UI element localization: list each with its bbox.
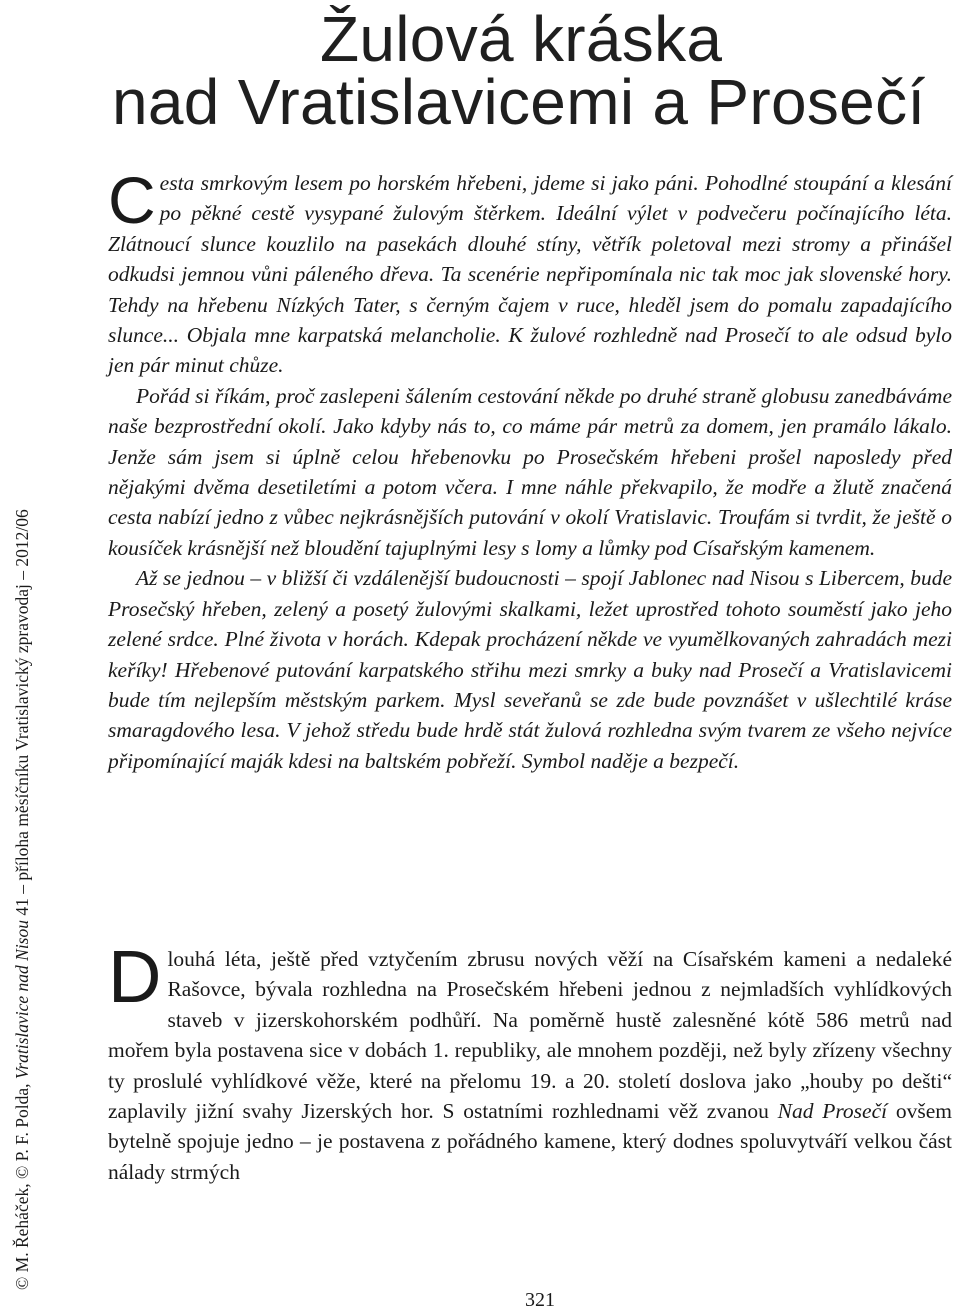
main-text-emphasis: Nad Prosečí <box>777 1099 888 1124</box>
intro-dropcap: C <box>108 163 156 237</box>
intro-paragraph-2: Pořád si říkám, proč zaslepeni šálením cestování někde po druhé straně globusu zanedbáváme naše bezprostřední okolí. Jako kdyby nás to, co máme pár metrů za domem, jen pramálo lákalo. Jenže sám jsem si úplně celou hřebenovku po Prosečském hřebeni prošel naposledy před nějakými dvěma desetiletími a potom včera. I mne náhle překvapilo, že modře a žlutě značená cesta nabízí jedno z vůbec nejkrásnějších putování v okolí Vratislavic. Troufám si tvrdit, že ještě o kousíček krásnější než bloudění tajuplnými lesy s lomy a lůmky pod Císařským kamenem. <box>108 383 952 560</box>
side-credit-suffix: 41 – příloha měsíčníku Vratislavický zpravodaj – 2012/06 <box>12 509 32 920</box>
intro-paragraph-1 <box>108 163 952 381</box>
intro-paragraph-1-text: esta smrkovým lesem po horském hřebeni, jdeme si jako páni. Pohodlné stoupání a klesání po pěkné cestě vysypané žulovým štěrkem. Ideální výlet v podvečeru počínajícího léta. Zlátnoucí slunce kouzlilo na pasekách dlouhé stíny, větřík poletoval mezi stromy a přinášel odkudsi jemnou vůni páleného dřeva. Ta scenérie nepřipomínala nic tak moc jak slovenské hory. Tehdy na hřebenu Nízkých Tater, s černým čajem v ruce, hleděl jsem do pomalu zapadajícího slunce... Objala mne karpatská melancholie. K žulové rozhledně nad Prosečí to ale odsud bylo jen pár minut chůze. <box>108 171 952 378</box>
intro-paragraph-3: Až se jednou – v bližší či vzdálenější budoucnosti – spojí Jablonec nad Nisou s Libercem, bude Prosečský hřeben, zelený a posetý žulovými skalkami, ležet uprostřed tohoto souměstí jako jeho zelené srdce. Plné života v horách. Kdepak procházení někde ve vyumělkovaných zahradách mezi keříky! Hřebenové putování karpatského střihu mezi smrky a buky nad Prosečí a Vratislavicemi bude tím nejlepším městským parkem. Mysl seveřanů se zde bude povznášet v ušlechtilé kráse smaragdového lesa. V jehož středu bude hrdě stát žulová rozhledna svým tvarem ze všeho nejvíce připomínající maják kdesi na baltském pobřeží. Symbol naděje a bezpečí. <box>108 566 952 773</box>
side-credit <box>6 430 38 1290</box>
article-title <box>112 3 952 138</box>
title-line-1: Žulová kráska <box>320 3 723 75</box>
side-credit-publication: Vratislavice nad Nisou <box>12 920 32 1080</box>
main-section <box>108 935 952 1187</box>
main-text-a: louhá léta, ještě před vztyčením zbrusu nových věží na Císařském kameni a nedaleké Rašovce, bývala rozhledna na Prosečském hřebeni jednou z nejmladších vyhlídkových staveb v jizerskohorském podhůří. Na poměrně hustě zalesněné kótě 586 metrů nad mořem byla postavena sice v dobách 1. republiky, ale mnohem později, než byly zřízeny všechny ty proslulé vyhlídkové věže, které na přelomu 19. a 20. století doslova jako „houby po dešti“ zaplavily jižní svahy Jizerských hor. S ostatními rozhlednami věž zvanou <box>108 947 952 1124</box>
main-text-b: ovšem bytelně spojuje jedno – je postavena z pořádného kamene, který dodnes spoluvytváří velkou část nálady strmých <box>108 1099 952 1184</box>
main-paragraph <box>108 935 952 1187</box>
main-dropcap: D <box>108 935 162 1018</box>
page-number: 321 <box>525 1289 555 1311</box>
intro-section <box>108 163 952 776</box>
side-credit-prefix: © M. Řeháček, © P. F. Polda, <box>12 1079 32 1290</box>
title-line-2: nad Vratislavicemi a Prosečí <box>112 66 926 138</box>
